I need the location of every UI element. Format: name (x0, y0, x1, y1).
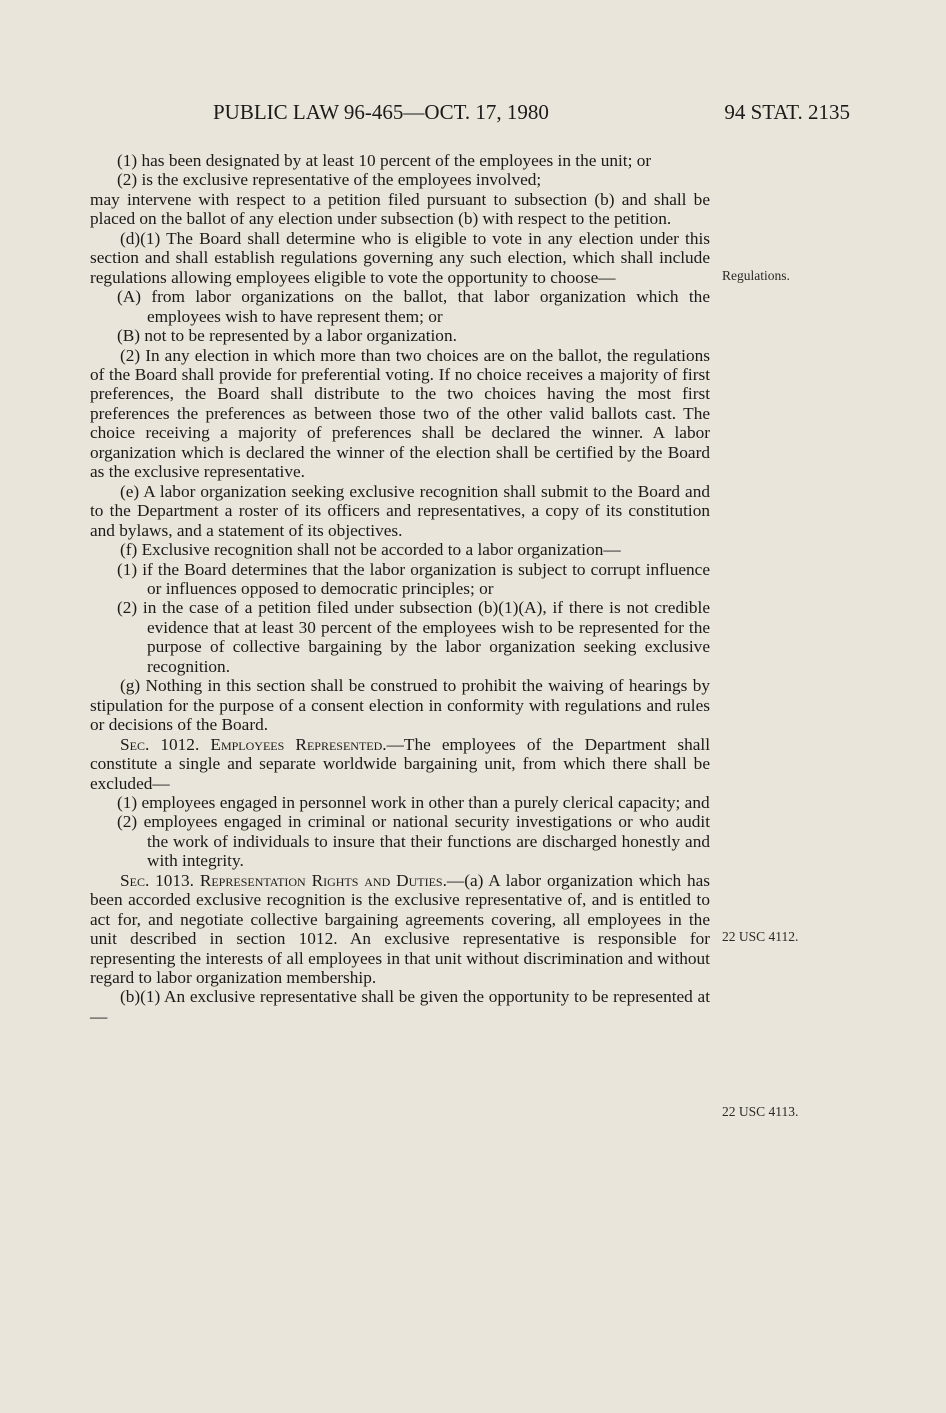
paragraph-text: (2) In any election in which more than two choices are on the ballot, the regulations of the Board shall provide for preferential voting. If no choice receives a majority of first preferences, the Board shall distribute to the two choices having the most first preferences the preferences as between those two of the other valid ballots cast. The choice receiving a majority of preferences shall be declared the winner. A labor organization which is declared the winner of the election shall be certified by the Board as the exclusive representative. (90, 345, 710, 482)
paragraph-text: (g) Nothing in this section shall be construed to prohibit the waiving of hearings by stipulation for the purpose of a consent election in conformity with regulations and rules or decisions of the Board. (90, 676, 710, 735)
paragraph-text: (1) employees engaged in personnel work in other than a purely clerical capacity; and (117, 792, 710, 812)
paragraph-text: —(a) A labor organization which has been accorded exclusive recognition is the exclusive representative of, and is entitled to act for, and negotiate collective bargaining agreements covering, all employees in the unit described in section 1012. An exclusive representative is responsible for representing the interests of all employees in that unit without discrimination and without regard to labor organization membership. (90, 870, 710, 988)
paragraph (90, 170, 710, 189)
paragraph (90, 326, 710, 345)
page-header (90, 100, 850, 134)
paragraph (90, 151, 710, 170)
margin-note-regulations: Regulations. (722, 268, 790, 283)
paragraph (90, 735, 710, 793)
paragraph-text: (A) from labor organizations on the ballot, that labor organization which the employees wish to have represent them; or (117, 287, 710, 326)
paragraph (90, 987, 710, 1026)
page-number: 94 STAT. 2135 (724, 100, 850, 124)
paragraph-text: (f) Exclusive recognition shall not be accorded to a labor organization— (120, 540, 621, 560)
paragraph-text: (2) is the exclusive representative of the employees involved; (117, 170, 542, 190)
paragraph-text: (e) A labor organization seeking exclusive recognition shall submit to the Board and to the Department a roster of its officers and representatives, a copy of its constitution and bylaws, and a statement of its objectives. (90, 481, 710, 540)
paragraph-text: (2) employees engaged in criminal or national security investigations or who audit the work of individuals to insure that their functions are discharged honestly and with integrity. (117, 812, 710, 871)
paragraph (90, 676, 710, 734)
paragraph (90, 560, 710, 599)
paragraph (90, 346, 710, 482)
paragraph-text: (d)(1) The Board shall determine who is eligible to vote in any election under this section and shall establish regulations governing any such election, which shall include regulations allowing employees eligible to vote the opportunity to choose— (90, 228, 710, 287)
running-head: PUBLIC LAW 96-465—OCT. 17, 1980 (213, 100, 549, 124)
section-heading: Sec. 1012. Employees Represented. (120, 734, 387, 754)
paragraph-text: may intervene with respect to a petition filed pursuant to subsection (b) and shall be placed on the ballot of any election under subsection (b) with respect to the petition. (90, 189, 710, 229)
paragraph (90, 598, 710, 676)
paragraph (90, 229, 710, 287)
paragraph (90, 793, 710, 812)
paragraph-text: (b)(1) An exclusive representative shall be given the opportunity to be represented at— (90, 987, 710, 1026)
paragraph-text: (1) if the Board determines that the labor organization is subject to corrupt influence or influences opposed to democratic principles; or (117, 559, 710, 598)
paragraph (90, 812, 710, 870)
paragraph-text: (2) in the case of a petition filed under subsection (b)(1)(A), if there is not credible evidence that at least 30 percent of the employees wish to be represented for the purpose of collective bargaining by the labor organization seeking exclusive recognition. (117, 598, 710, 676)
margin-note-usc-4113: 22 USC 4113. (722, 1104, 799, 1119)
paragraph-text: (B) not to be represented by a labor organization. (117, 326, 457, 346)
paragraph (90, 540, 710, 559)
paragraph (90, 482, 710, 540)
paragraph (90, 871, 710, 988)
paragraph (90, 190, 710, 229)
section-heading: Sec. 1013. Representation Rights and Duties. (120, 870, 447, 890)
margin-note-usc-4112: 22 USC 4112. (722, 929, 799, 944)
paragraph-text: —The employees of the Department shall constitute a single and separate worldwide bargaining unit, from which there shall be excluded— (90, 734, 711, 793)
paragraph (90, 287, 710, 326)
paragraph-text: (1) has been designated by at least 10 percent of the employees in the unit; or (117, 151, 652, 170)
statute-body (90, 151, 710, 1026)
